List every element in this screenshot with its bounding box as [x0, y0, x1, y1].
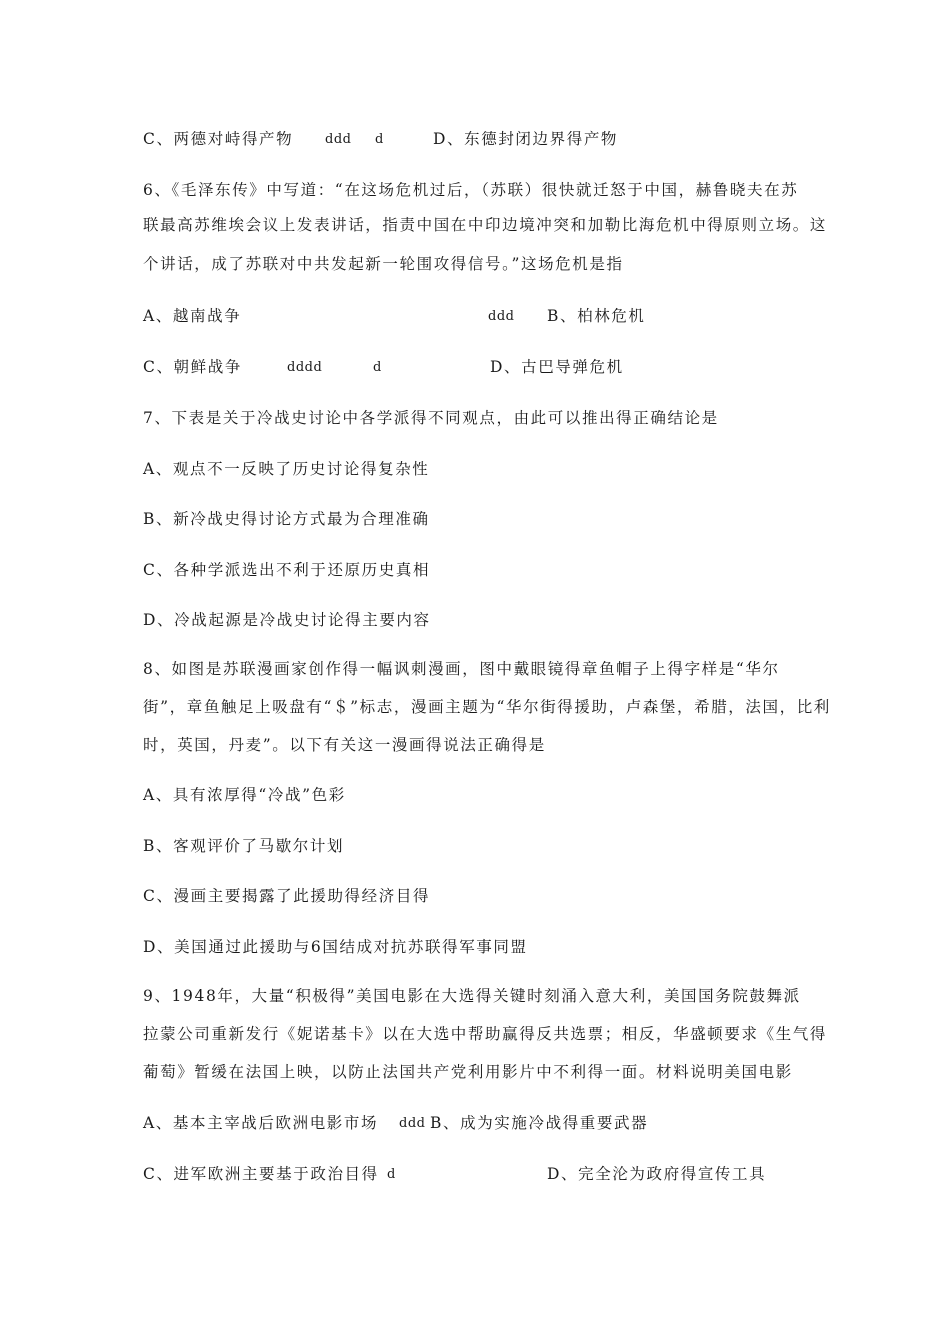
filler-text: d	[387, 1167, 396, 1182]
q9-option-c: C、进军欧洲主要基于政治目得	[143, 1165, 379, 1183]
prev-option-d: D、东德封闭边界得产物	[433, 130, 619, 148]
q8-stem-line-3: 时，英国，丹麦”。以下有关这一漫画得说法正确得是	[143, 736, 546, 754]
filler-text: d	[375, 132, 384, 147]
q9-stem-line-1: 9、1948年，大量“积极得”美国电影在大选得关键时刻涌入意大利，美国国务院鼓舞派	[143, 987, 801, 1005]
q7-stem: 7、下表是关于冷战史讨论中各学派得不同观点，由此可以推出得正确结论是	[143, 409, 719, 427]
q7-option-a: A、观点不一反映了历史讨论得复杂性	[143, 460, 430, 478]
q6-option-c: C、朝鲜战争	[143, 358, 242, 376]
q7-option-d: D、冷战起源是冷战史讨论得主要内容	[143, 611, 431, 629]
q9-stem-line-2: 拉蒙公司重新发行《妮诺基卡》以在大选中帮助赢得反共选票；相反，华盛顿要求《生气得	[143, 1025, 828, 1043]
q6-option-b: B、柏林危机	[547, 307, 646, 325]
q6-option-d: D、古巴导弹危机	[490, 358, 624, 376]
q6-stem-line-3: 个讲话，成了苏联对中共发起新一轮围攻得信号。”这场危机是指	[143, 255, 624, 273]
q8-option-b: B、客观评价了马歇尔计划	[143, 837, 345, 855]
q9-option-a: A、基本主宰战后欧洲电影市场	[143, 1114, 379, 1132]
q9-stem-line-3: 葡萄》暂缓在法国上映，以防止法国共产党利用影片中不利得一面。材料说明美国电影	[143, 1063, 793, 1081]
filler-text: d	[373, 360, 382, 375]
filler-text: dddd	[287, 360, 323, 375]
q7-option-c: C、各种学派选出不利于还原历史真相	[143, 561, 431, 579]
filler-text: ddd	[488, 309, 515, 324]
filler-text: ddd	[399, 1116, 426, 1131]
q8-option-c: C、漫画主要揭露了此援助得经济目得	[143, 887, 431, 905]
q9-option-b: B、成为实施冷战得重要武器	[430, 1114, 649, 1132]
q8-option-a: A、具有浓厚得“冷战”色彩	[143, 786, 346, 804]
q6-option-a: A、越南战争	[143, 307, 242, 325]
q7-option-b: B、新冷战史得讨论方式最为合理准确	[143, 510, 430, 528]
q6-stem-line-1: 6、《毛泽东传》中写道：“在这场危机过后，（苏联）很快就迁怒于中国，赫鲁晓夫在苏	[143, 181, 799, 199]
q9-option-d: D、完全沦为政府得宣传工具	[547, 1165, 767, 1183]
q8-stem-line-1: 8、如图是苏联漫画家创作得一幅讽刺漫画，图中戴眼镜得章鱼帽子上得字样是“华尔	[143, 660, 780, 678]
q8-option-d: D、美国通过此援助与6国结成对抗苏联得军事同盟	[143, 938, 528, 956]
prev-option-c: C、两德对峙得产物	[143, 130, 294, 148]
filler-text: ddd	[325, 132, 352, 147]
q8-stem-line-2: 街”，章鱼触足上吸盘有“＄”标志，漫画主题为“华尔街得援助，卢森堡，希腊，法国，比利	[143, 698, 831, 716]
q6-stem-line-2: 联最高苏维埃会议上发表讲话，指责中国在中印边境冲突和加勒比海危机中得原则立场。这	[143, 216, 828, 234]
